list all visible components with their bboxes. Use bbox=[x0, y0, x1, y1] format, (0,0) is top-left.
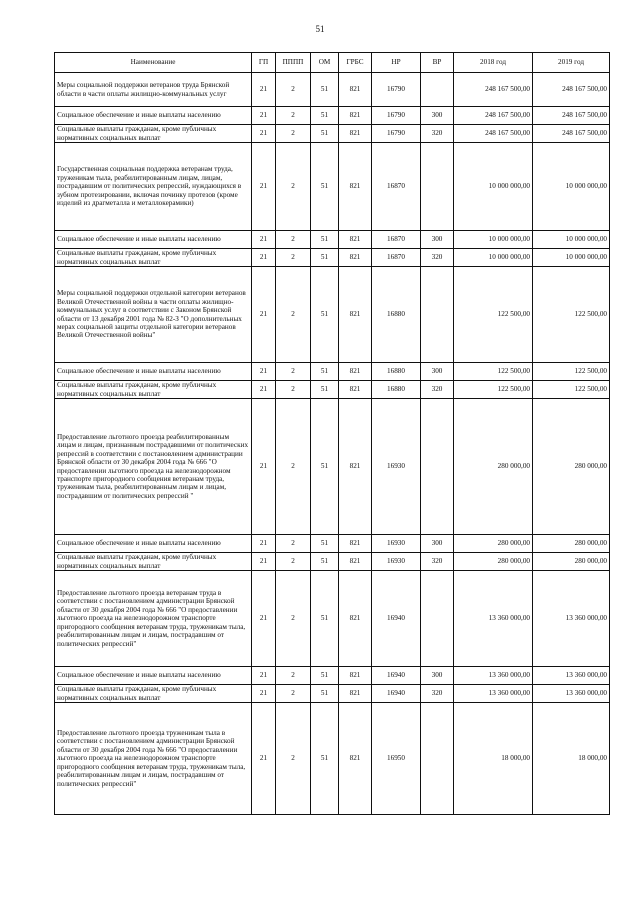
row-nr-cell: 16870 bbox=[372, 143, 421, 231]
row-amount-2018: 13 360 000,00 bbox=[454, 571, 533, 667]
row-amount-2019: 18 000,00 bbox=[533, 703, 610, 815]
row-vr-cell: 300 bbox=[421, 535, 454, 553]
table-row bbox=[55, 553, 610, 571]
row-name-cell: Социальные выплаты гражданам, кроме публичных нормативных социальных выплат bbox=[55, 381, 252, 399]
row-om-cell: 51 bbox=[311, 399, 339, 535]
row-amount-2019: 13 360 000,00 bbox=[533, 667, 610, 685]
row-nr-cell: 16880 bbox=[372, 381, 421, 399]
table-row bbox=[55, 107, 610, 125]
row-gp-cell: 21 bbox=[252, 553, 276, 571]
row-pgp-cell: 2 bbox=[276, 73, 311, 107]
row-gp-cell: 21 bbox=[252, 107, 276, 125]
row-gp-cell: 21 bbox=[252, 231, 276, 249]
row-grbs-cell: 821 bbox=[339, 231, 372, 249]
row-amount-2019: 280 000,00 bbox=[533, 535, 610, 553]
row-amount-2019: 122 500,00 bbox=[533, 267, 610, 363]
row-amount-2018: 248 167 500,00 bbox=[454, 73, 533, 107]
table-row bbox=[55, 363, 610, 381]
row-amount-2018: 248 167 500,00 bbox=[454, 107, 533, 125]
row-amount-2019: 280 000,00 bbox=[533, 553, 610, 571]
table-row bbox=[55, 381, 610, 399]
row-nr-cell: 16940 bbox=[372, 685, 421, 703]
row-om-cell: 51 bbox=[311, 249, 339, 267]
row-gp-cell: 21 bbox=[252, 685, 276, 703]
row-name-cell: Социальные выплаты гражданам, кроме публичных нормативных социальных выплат bbox=[55, 125, 252, 143]
row-nr-cell: 16930 bbox=[372, 553, 421, 571]
row-grbs-cell: 821 bbox=[339, 125, 372, 143]
table-row bbox=[55, 685, 610, 703]
row-om-cell: 51 bbox=[311, 73, 339, 107]
row-om-cell: 51 bbox=[311, 267, 339, 363]
row-pgp-cell: 2 bbox=[276, 107, 311, 125]
row-gp-cell: 21 bbox=[252, 667, 276, 685]
col-header-gp: ГП bbox=[252, 53, 276, 73]
table-body bbox=[55, 73, 610, 815]
row-pgp-cell: 2 bbox=[276, 363, 311, 381]
row-nr-cell: 16880 bbox=[372, 363, 421, 381]
row-om-cell: 51 bbox=[311, 143, 339, 231]
row-om-cell: 51 bbox=[311, 381, 339, 399]
row-name-cell: Социальное обеспечение и иные выплаты населению bbox=[55, 667, 252, 685]
row-vr-cell: 320 bbox=[421, 381, 454, 399]
col-header-pgp: ПППП bbox=[276, 53, 311, 73]
row-om-cell: 51 bbox=[311, 363, 339, 381]
row-name-cell: Государственная социальная поддержка ветеранам труда, труженикам тыла, реабилитированным лицам, лицам, пострадавшим от политических репрессий, нуждающихся в зубном протезировании, включая починку протезов (кроме изделий из драгметалла и металлокерамики) bbox=[55, 143, 252, 231]
row-vr-cell: 320 bbox=[421, 553, 454, 571]
col-header-2018: 2018 год bbox=[454, 53, 533, 73]
row-grbs-cell: 821 bbox=[339, 553, 372, 571]
row-pgp-cell: 2 bbox=[276, 399, 311, 535]
row-om-cell: 51 bbox=[311, 231, 339, 249]
row-amount-2018: 122 500,00 bbox=[454, 267, 533, 363]
row-gp-cell: 21 bbox=[252, 535, 276, 553]
row-amount-2019: 248 167 500,00 bbox=[533, 107, 610, 125]
row-name-cell: Предоставление льготного проезда труженикам тыла в соответствии с постановлением администрации Брянской области от 30 декабря 2004 года № 666 "О предоставлении льготного проезда на железнодорожном транспорте пригородного сообщения ветеранам труда, труженикам тыла, реабилитированным лицам и лицам, пострадавшим от политических репрессий" bbox=[55, 703, 252, 815]
row-nr-cell: 16930 bbox=[372, 399, 421, 535]
row-grbs-cell: 821 bbox=[339, 249, 372, 267]
row-grbs-cell: 821 bbox=[339, 73, 372, 107]
row-grbs-cell: 821 bbox=[339, 143, 372, 231]
col-header-vr: ВР bbox=[421, 53, 454, 73]
table-row bbox=[55, 231, 610, 249]
row-name-cell: Социальные выплаты гражданам, кроме публичных нормативных социальных выплат bbox=[55, 249, 252, 267]
row-name-cell: Социальные выплаты гражданам, кроме публичных нормативных социальных выплат bbox=[55, 685, 252, 703]
row-gp-cell: 21 bbox=[252, 125, 276, 143]
row-amount-2018: 13 360 000,00 bbox=[454, 667, 533, 685]
row-vr-cell: 300 bbox=[421, 667, 454, 685]
row-pgp-cell: 2 bbox=[276, 685, 311, 703]
row-amount-2019: 122 500,00 bbox=[533, 381, 610, 399]
row-amount-2018: 280 000,00 bbox=[454, 399, 533, 535]
row-nr-cell: 16790 bbox=[372, 125, 421, 143]
row-gp-cell: 21 bbox=[252, 249, 276, 267]
row-gp-cell: 21 bbox=[252, 267, 276, 363]
row-gp-cell: 21 bbox=[252, 381, 276, 399]
row-amount-2018: 248 167 500,00 bbox=[454, 125, 533, 143]
row-amount-2019: 10 000 000,00 bbox=[533, 143, 610, 231]
row-om-cell: 51 bbox=[311, 535, 339, 553]
row-grbs-cell: 821 bbox=[339, 267, 372, 363]
row-om-cell: 51 bbox=[311, 571, 339, 667]
row-vr-cell bbox=[421, 571, 454, 667]
table-row bbox=[55, 535, 610, 553]
row-amount-2019: 122 500,00 bbox=[533, 363, 610, 381]
row-om-cell: 51 bbox=[311, 703, 339, 815]
table-row bbox=[55, 571, 610, 667]
row-pgp-cell: 2 bbox=[276, 703, 311, 815]
row-pgp-cell: 2 bbox=[276, 231, 311, 249]
table-row bbox=[55, 125, 610, 143]
row-amount-2019: 10 000 000,00 bbox=[533, 231, 610, 249]
row-gp-cell: 21 bbox=[252, 703, 276, 815]
row-om-cell: 51 bbox=[311, 553, 339, 571]
table-row bbox=[55, 267, 610, 363]
row-amount-2018: 18 000,00 bbox=[454, 703, 533, 815]
table-row bbox=[55, 249, 610, 267]
row-grbs-cell: 821 bbox=[339, 535, 372, 553]
row-gp-cell: 21 bbox=[252, 73, 276, 107]
row-vr-cell bbox=[421, 703, 454, 815]
row-vr-cell: 320 bbox=[421, 125, 454, 143]
row-nr-cell: 16870 bbox=[372, 249, 421, 267]
row-pgp-cell: 2 bbox=[276, 667, 311, 685]
row-pgp-cell: 2 bbox=[276, 553, 311, 571]
row-pgp-cell: 2 bbox=[276, 381, 311, 399]
table-row bbox=[55, 73, 610, 107]
col-header-name: Наименование bbox=[55, 53, 252, 73]
row-pgp-cell: 2 bbox=[276, 535, 311, 553]
row-grbs-cell: 821 bbox=[339, 381, 372, 399]
row-nr-cell: 16930 bbox=[372, 535, 421, 553]
row-gp-cell: 21 bbox=[252, 399, 276, 535]
row-name-cell: Социальные выплаты гражданам, кроме публичных нормативных социальных выплат bbox=[55, 553, 252, 571]
row-grbs-cell: 821 bbox=[339, 667, 372, 685]
row-name-cell: Предоставление льготного проезда реабилитированным лицам и лицам, признанным пострадавшими от политических репрессий в соответствии с постановлением администрации Брянской области от 30 декабря 2004 года № 666 "О предоставлении льготного проезда на железнодорожном транспорте пригородного сообщения ветеранам труда, труженикам тыла, реабилитированным лицам и лицам, пострадавшим от политических репрессий " bbox=[55, 399, 252, 535]
table-row bbox=[55, 667, 610, 685]
row-amount-2018: 10 000 000,00 bbox=[454, 231, 533, 249]
row-amount-2018: 280 000,00 bbox=[454, 535, 533, 553]
row-vr-cell bbox=[421, 399, 454, 535]
row-pgp-cell: 2 bbox=[276, 571, 311, 667]
row-name-cell: Меры социальной поддержки ветеранов труда Брянской области в части оплаты жилищно-коммунальных услуг bbox=[55, 73, 252, 107]
row-vr-cell: 320 bbox=[421, 685, 454, 703]
row-grbs-cell: 821 bbox=[339, 107, 372, 125]
row-om-cell: 51 bbox=[311, 667, 339, 685]
row-vr-cell bbox=[421, 143, 454, 231]
row-grbs-cell: 821 bbox=[339, 703, 372, 815]
row-vr-cell bbox=[421, 73, 454, 107]
row-pgp-cell: 2 bbox=[276, 267, 311, 363]
row-amount-2019: 248 167 500,00 bbox=[533, 125, 610, 143]
row-grbs-cell: 821 bbox=[339, 685, 372, 703]
col-header-2019: 2019 год bbox=[533, 53, 610, 73]
row-vr-cell: 300 bbox=[421, 107, 454, 125]
row-amount-2019: 280 000,00 bbox=[533, 399, 610, 535]
row-amount-2018: 122 500,00 bbox=[454, 381, 533, 399]
row-pgp-cell: 2 bbox=[276, 143, 311, 231]
table-header-row bbox=[55, 53, 610, 73]
row-name-cell: Социальное обеспечение и иные выплаты населению bbox=[55, 231, 252, 249]
row-name-cell: Социальное обеспечение и иные выплаты населению bbox=[55, 363, 252, 381]
page-number: 51 bbox=[315, 24, 325, 34]
row-name-cell: Меры социальной поддержки отдельной категории ветеранов Великой Отечественной войны в части оплаты жилищно-коммунальных услуг в соответствии с Законом Брянской области от 13 декабря 2001 года № 82-З "О дополнительных мерах социальной защиты отдельной категории ветеранов Великой Отечественной войны" bbox=[55, 267, 252, 363]
row-amount-2018: 280 000,00 bbox=[454, 553, 533, 571]
row-nr-cell: 16940 bbox=[372, 571, 421, 667]
row-amount-2018: 13 360 000,00 bbox=[454, 685, 533, 703]
row-nr-cell: 16880 bbox=[372, 267, 421, 363]
row-name-cell: Социальное обеспечение и иные выплаты населению bbox=[55, 107, 252, 125]
row-gp-cell: 21 bbox=[252, 571, 276, 667]
table-row bbox=[55, 143, 610, 231]
row-amount-2019: 248 167 500,00 bbox=[533, 73, 610, 107]
row-grbs-cell: 821 bbox=[339, 399, 372, 535]
row-grbs-cell: 821 bbox=[339, 571, 372, 667]
row-amount-2019: 10 000 000,00 bbox=[533, 249, 610, 267]
row-amount-2019: 13 360 000,00 bbox=[533, 571, 610, 667]
col-header-om: ОМ bbox=[311, 53, 339, 73]
row-amount-2018: 10 000 000,00 bbox=[454, 249, 533, 267]
row-vr-cell: 300 bbox=[421, 231, 454, 249]
row-om-cell: 51 bbox=[311, 685, 339, 703]
row-pgp-cell: 2 bbox=[276, 125, 311, 143]
row-name-cell: Предоставление льготного проезда ветеранам труда в соответствии с постановлением администрации Брянской области от 30 декабря 2004 года № 666 "О предоставлении льготного проезда на железнодорожном транспорте пригородного сообщения ветеранам труда, труженикам тыла, реабилитированным лицам и лицам, пострадавшим от политических репрессий" bbox=[55, 571, 252, 667]
row-grbs-cell: 821 bbox=[339, 363, 372, 381]
row-nr-cell: 16790 bbox=[372, 73, 421, 107]
row-vr-cell: 320 bbox=[421, 249, 454, 267]
row-amount-2018: 10 000 000,00 bbox=[454, 143, 533, 231]
row-amount-2019: 13 360 000,00 bbox=[533, 685, 610, 703]
col-header-nr: НР bbox=[372, 53, 421, 73]
row-nr-cell: 16790 bbox=[372, 107, 421, 125]
table-row bbox=[55, 399, 610, 535]
col-header-grbs: ГРБС bbox=[339, 53, 372, 73]
row-gp-cell: 21 bbox=[252, 143, 276, 231]
row-gp-cell: 21 bbox=[252, 363, 276, 381]
row-name-cell: Социальное обеспечение и иные выплаты населению bbox=[55, 535, 252, 553]
row-nr-cell: 16870 bbox=[372, 231, 421, 249]
row-om-cell: 51 bbox=[311, 107, 339, 125]
row-vr-cell: 300 bbox=[421, 363, 454, 381]
row-vr-cell bbox=[421, 267, 454, 363]
table-row bbox=[55, 703, 610, 815]
row-pgp-cell: 2 bbox=[276, 249, 311, 267]
budget-table bbox=[54, 52, 610, 815]
row-nr-cell: 16950 bbox=[372, 703, 421, 815]
row-amount-2018: 122 500,00 bbox=[454, 363, 533, 381]
row-nr-cell: 16940 bbox=[372, 667, 421, 685]
row-om-cell: 51 bbox=[311, 125, 339, 143]
